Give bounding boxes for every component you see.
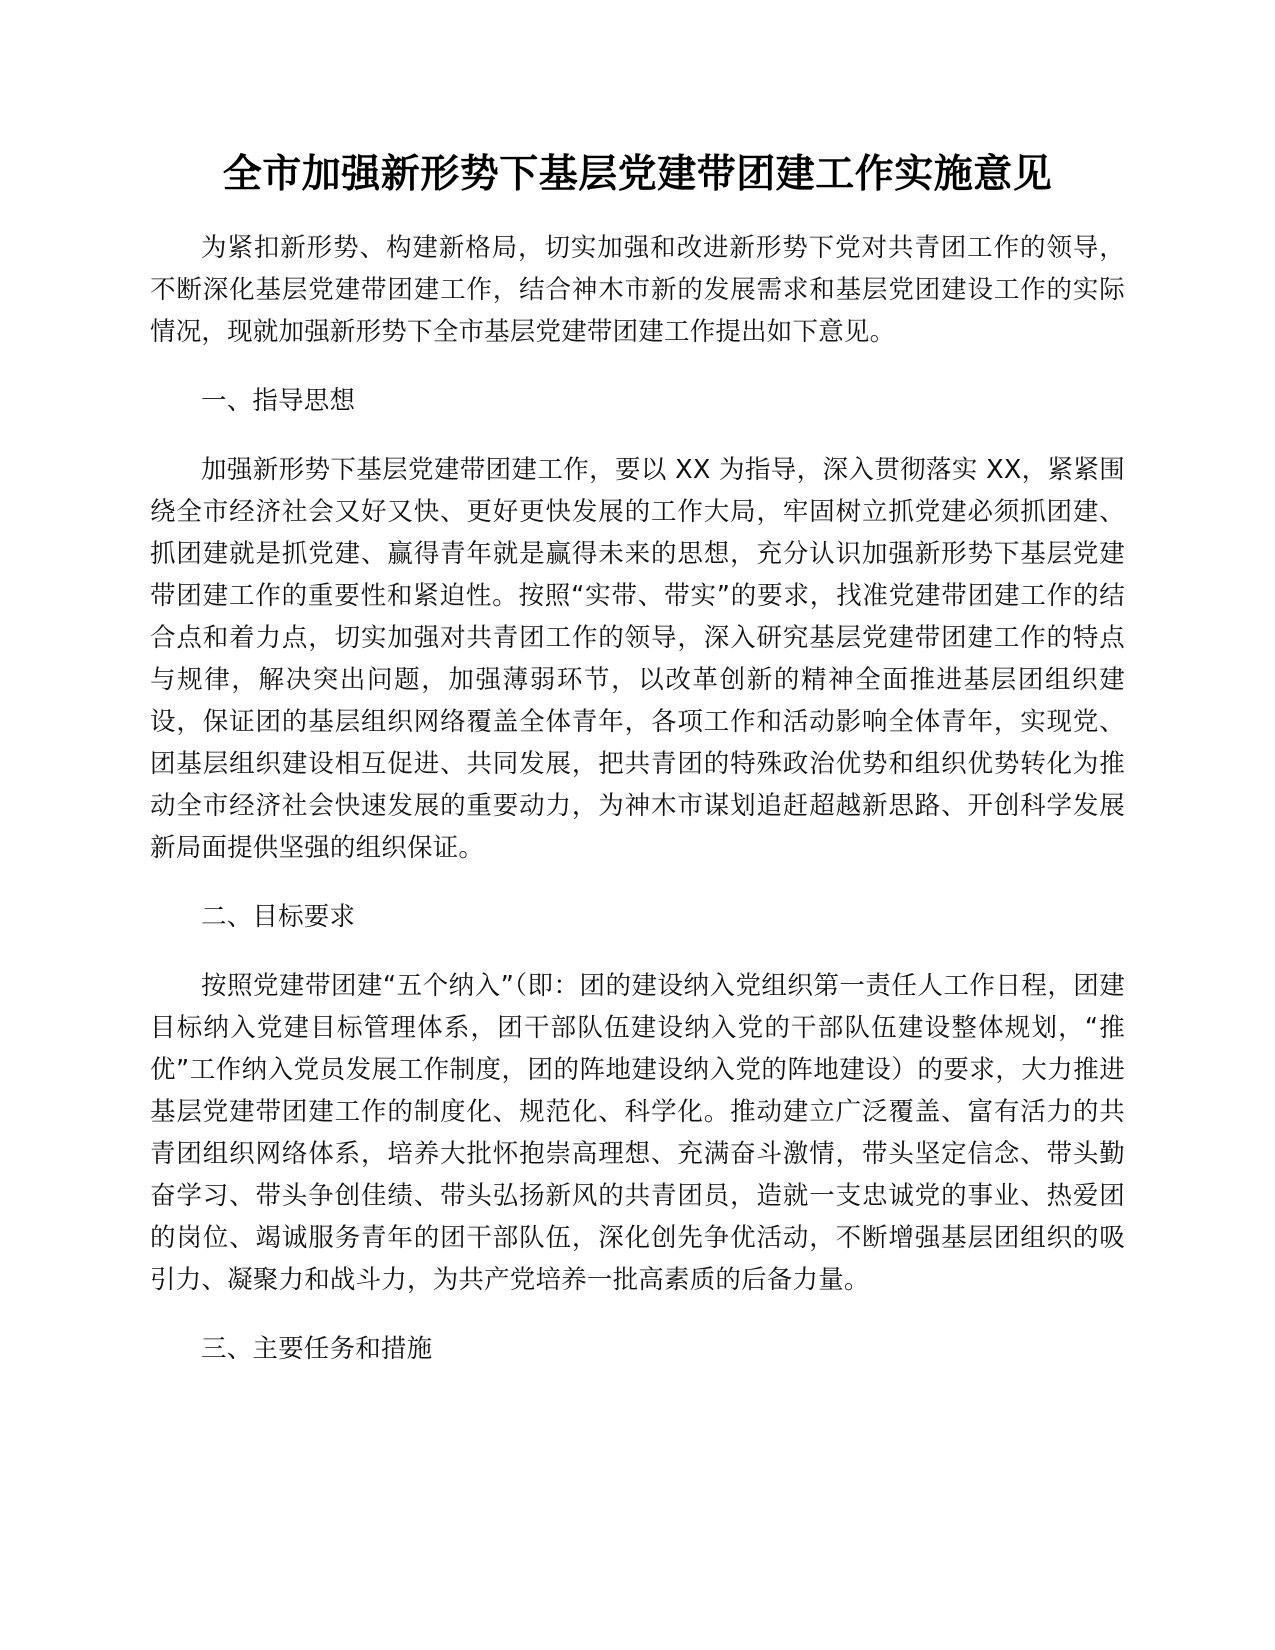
document-title: 全市加强新形势下基层党建带团建工作实施意见: [222, 152, 1053, 197]
section-heading-objectives: 二、目标要求: [201, 902, 356, 932]
section-body-objectives: 按照党建带团建“五个纳入”（即：团的建设纳入党组织第一责任人工作日程，团建目标纳入党建目标管理体系，团干部队伍建设纳入党的干部队伍建设整体规划，“推优”工作纳入党员发展工作制度，团的阵地建设纳入党的阵地建设）的要求，大力推进基层党建带团建工作的制度化、规范化、科学化。推动建立广泛覆盖、富有活力的共青团组织网络体系，培养大批怀抱崇高理想、充满奋斗激情，带头坚定信念、带头勤奋学习、带头争创佳绩、带头弘扬新风的共青团员，造就一支忠诚党的事业、热爱团的岗位、竭诚服务青年的团干部队伍，深化创先争优活动，不断增强基层团组织的吸引力、凝聚力和战斗力，为共产党培养一批高素质的后备力量。: [150, 971, 1125, 1295]
section-heading-main-tasks: 三、主要任务和措施: [201, 1334, 433, 1364]
section-body-guiding-ideology: 加强新形势下基层党建带团建工作，要以 XX 为指导，深入贯彻落实 XX，紧紧围绕全市经济社会又好又快、更好更快发展的工作大局，牢固树立抓党建必须抓团建、抓团建就是抓党建、赢得青年就是赢得未来的思想，充分认识加强新形势下基层党建带团建工作的重要性和紧迫性。按照“实带、带实”的要求，找准党建带团建工作的结合点和着力点，切实加强对共青团工作的领导，深入研究基层党建带团建工作的特点与规律，解决突出问题，加强薄弱环节，以改革创新的精神全面推进基层团组织建设，保证团的基层组织网络覆盖全体青年，各项工作和活动影响全体青年，实现党、团基层组织建设相互促进、共同发展，把共青团的特殊政治优势和组织优势转化为推动全市经济社会快速发展的重要动力，为神木市谋划追赶超越新思路、开创科学发展新局面提供坚强的组织保证。: [150, 455, 1125, 863]
intro-paragraph: 为紧扣新形势、构建新格局，切实加强和改进新形势下党对共青团工作的领导，不断深化基层党建带团建工作，结合神木市新的发展需求和基层党团建设工作的实际情况，现就加强新形势下全市基层党建带团建工作提出如下意见。: [150, 233, 1125, 347]
document-page: [150, 150, 1125, 1397]
section-heading-guiding-ideology: 一、指导思想: [201, 386, 356, 416]
